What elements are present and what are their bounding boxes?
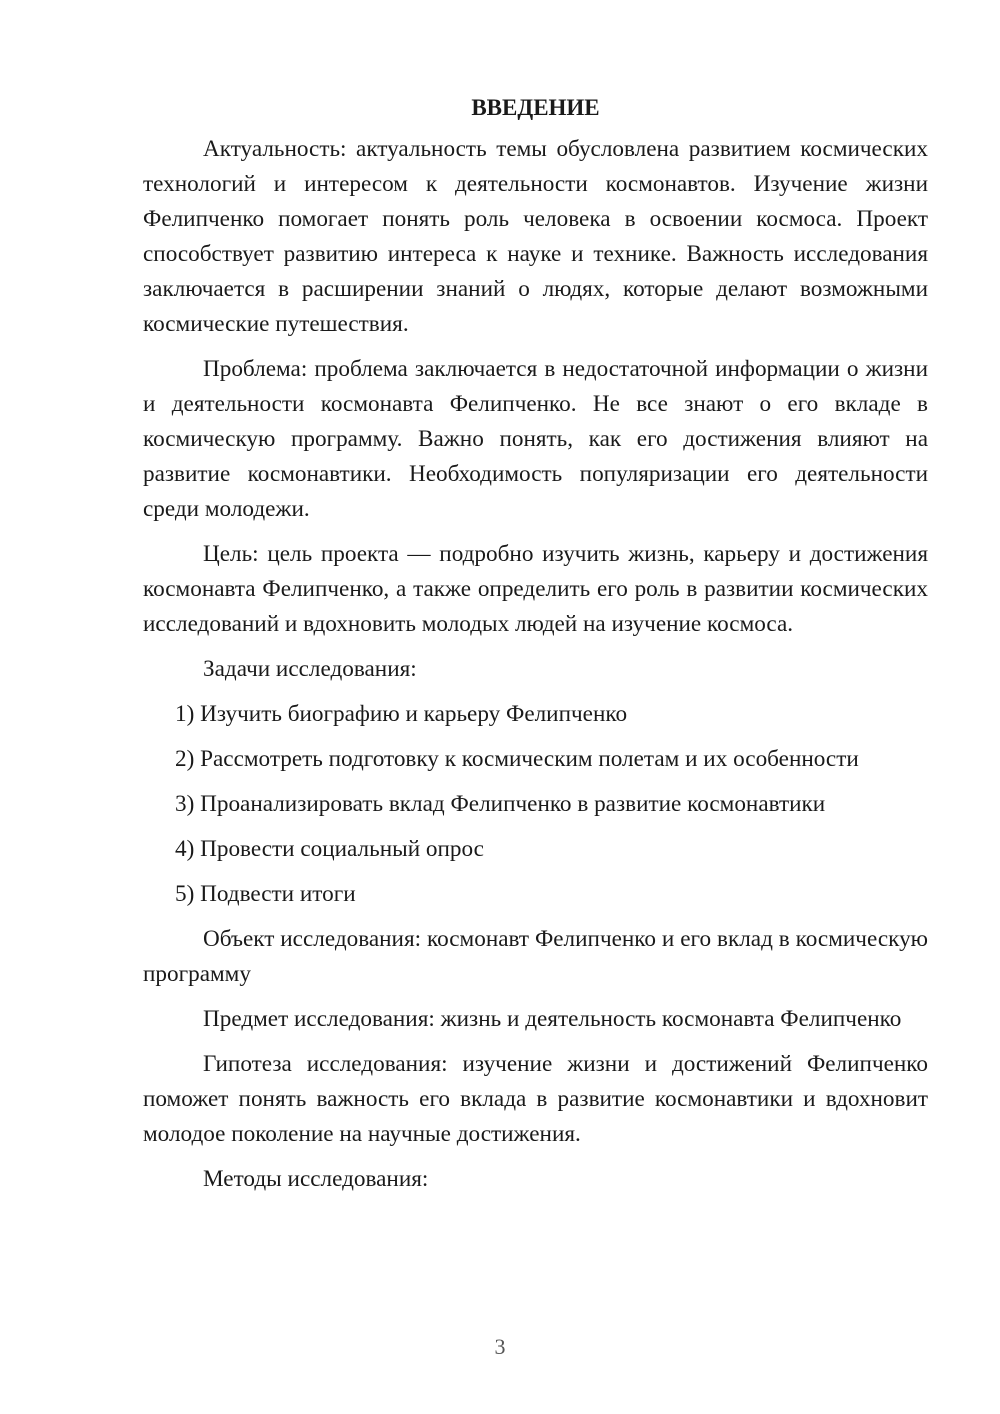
- page-number: 3: [494, 1334, 506, 1359]
- tasks-label: Задачи исследования:: [203, 656, 417, 682]
- relevance-paragraph: Актуальность: актуальность темы обусловлена развитием космических технологий и интересом к деятельности космонавтов. Изучение жизни Фелипченко помогает понять роль человека в освоении космоса. Проект способствует развитию интереса к науке и технике. Важность исследования заключается в расширении знаний о людях, которые делают возможными космические путешествия.: [143, 136, 928, 337]
- task-item: 1) Изучить биографию и карьеру Фелипченко: [175, 701, 628, 727]
- task-item: 5) Подвести итоги: [175, 881, 356, 907]
- hypothesis-paragraph: Гипотеза исследования: изучение жизни и достижений Фелипченко поможет понять важность его вклада в развитие космонавтики и вдохновит молодое поколение на научные достижения.: [143, 1051, 928, 1147]
- methods-label: Методы исследования:: [203, 1166, 429, 1192]
- goal-paragraph: Цель: цель проекта — подробно изучить жизнь, карьеру и достижения космонавта Фелипченко, а также определить его роль в развитии космических исследований и вдохновить молодых людей на изучение космоса.: [143, 541, 928, 637]
- subject-paragraph: Предмет исследования: жизнь и деятельность космонавта Фелипченко: [203, 1006, 902, 1032]
- task-item: 2) Рассмотреть подготовку к космическим полетам и их особенности: [175, 746, 859, 772]
- problem-paragraph: Проблема: проблема заключается в недостаточной информации о жизни и деятельности космонавта Фелипченко. Не все знают о его вкладе в космическую программу. Важно понять, как его достижения влияют на развитие космонавтики. Необходимость популяризации его деятельности среди молодежи.: [143, 356, 928, 522]
- section-heading: ВВЕДЕНИЕ: [471, 95, 600, 120]
- object-paragraph: Объект исследования: космонавт Фелипченко и его вклад в космическую программу: [143, 926, 928, 987]
- task-list: [143, 697, 928, 912]
- task-item: 3) Проанализировать вклад Фелипченко в развитие космонавтики: [175, 791, 826, 817]
- page-content: [143, 90, 928, 1207]
- task-item: 4) Провести социальный опрос: [175, 836, 484, 862]
